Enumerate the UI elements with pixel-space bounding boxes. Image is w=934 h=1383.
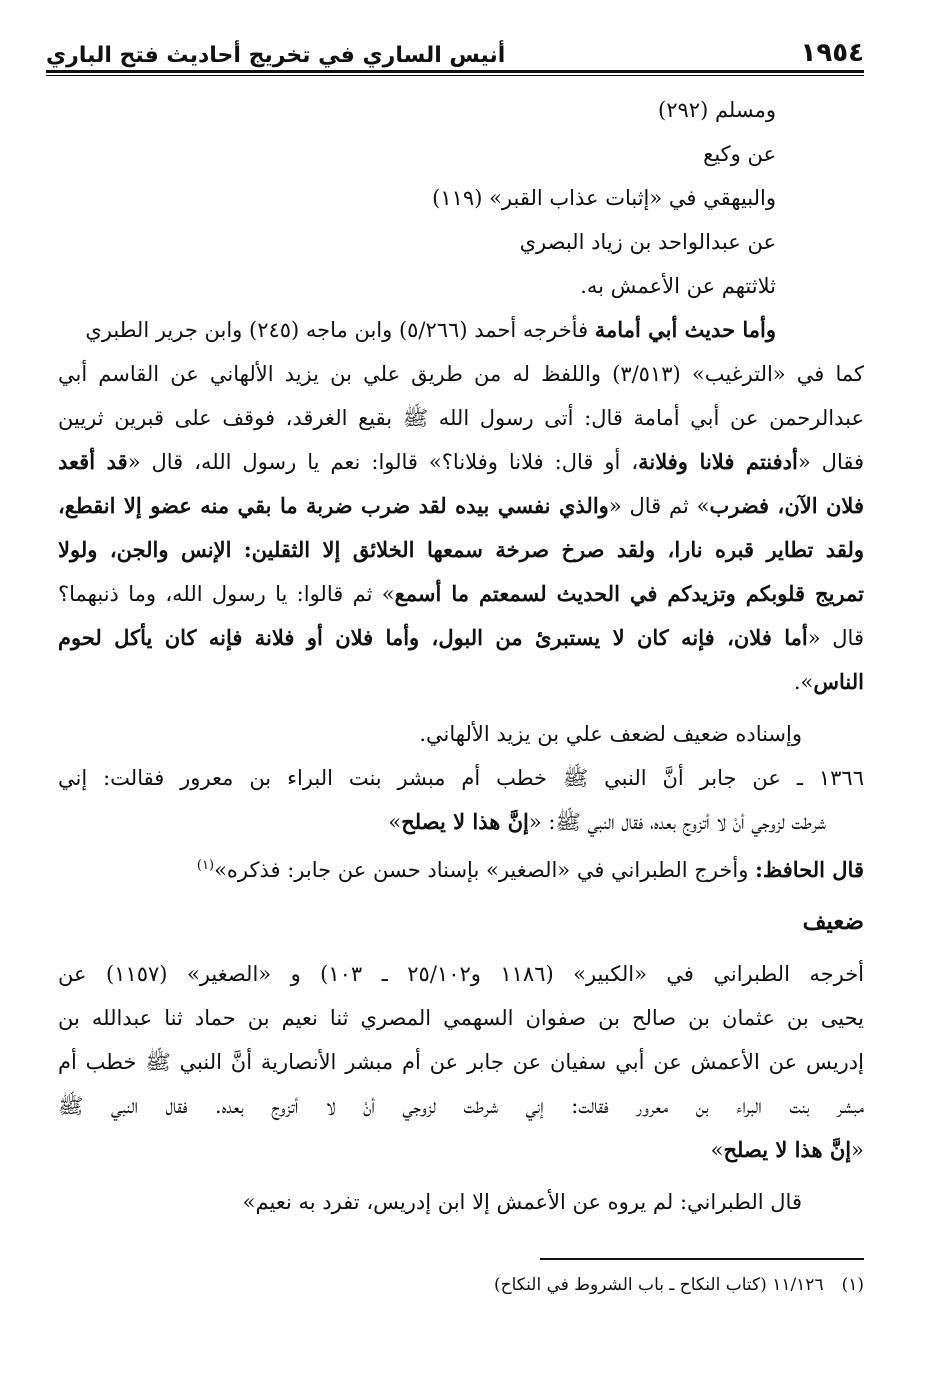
text-line: فقال «أدفنتم فلانا وفلانة، أو قال: فلانا وفلانا؟» قالوا: نعم يا رسول الله، قال «قد أقعد — [58, 449, 864, 474]
page-body — [58, 88, 864, 1224]
footnote — [200, 1270, 864, 1300]
text-line: شرطت لزوجي أنْ لا أتزوج بعده، فقال النبي ﷺ: «إنَّ هذا لا يصلح» — [388, 809, 826, 834]
text-line: تمريج قلوبكم وتزيدكم في الحديث لسمعتم ما أسمع» ثم قالوا: يا رسول الله، وما ذنبهما؟ — [58, 581, 864, 606]
text-line: وإسناده ضعيف لضعف علي بن يزيد الألهاني. — [419, 722, 802, 746]
running-title: أنيس الساري في تخريج أحاديث فتح الباري — [46, 43, 506, 68]
text-line: عن عبدالواحد بن زياد البصري — [519, 230, 776, 254]
text-line: الناس». — [793, 669, 864, 694]
header-rule — [46, 70, 864, 73]
text-line: عن وكيع — [703, 142, 776, 166]
footnote-number: (١) — [841, 1275, 864, 1295]
header-rule-thin — [46, 75, 864, 76]
hadith-1366: ١٣٦٦ ـ عن جابر أنَّ النبي ﷺ خطب أم مبشر بنت البراء بن معرور فقالت: إني — [58, 766, 864, 790]
grading-heading: ضعيف — [802, 908, 864, 935]
text-line: عبدالرحمن عن أبي أمامة قال: أتى رسول الله ﷺ بقيع الغرقد، فوقف على قبرين ثريين — [58, 406, 864, 430]
text-line: «إنَّ هذا لا يصلح» — [710, 1137, 864, 1162]
footnote-rule — [540, 1258, 864, 1260]
text-line: ثلاثتهم عن الأعمش به. — [580, 274, 776, 298]
paragraph-start: وأما حديث أبي أمامة فأخرجه أحمد (٥/٢٦٦) وابن ماجه (٢٤٥) وابن جرير الطبري — [85, 317, 776, 342]
text-line: والبيهقي في «إثبات عذاب القبر» (١١٩) — [432, 186, 776, 210]
text-line: فلان الآن، فضرب» ثم قال «والذي نفسي بيده لقد ضرب ضربة ما بقي منه عضو إلا انقطع، — [58, 493, 864, 518]
text-line: يحيى بن عثمان بن صالح بن صفوان السهمي المصري ثنا نعيم بن حماد ثنا عبدالله بن — [58, 1006, 864, 1030]
page-number: ١٩٥٤ — [800, 38, 864, 68]
text-line: ولقد تطاير قبره نارا، ولقد صرخ صرخة سمعها الخلائق إلا الثقلين: الإنس والجن، ولولا — [58, 537, 864, 562]
text-line: ومسلم (٢٩٢) — [658, 98, 776, 122]
footnote-text: ١١/١٢٦ (كتاب النكاح ـ باب الشروط في النكاح) — [493, 1275, 824, 1295]
text-line: كما في «الترغيب» (٣/٥١٣) واللفظ له من طريق علي بن يزيد الألهاني عن القاسم أبي — [58, 362, 864, 386]
text-line: إدريس عن الأعمش عن أبي سفيان عن جابر عن أم مبشر الأنصارية أنَّ النبي ﷺ خطب أم — [58, 1050, 864, 1074]
text-line: أخرجه الطبراني في «الكبير» (١١٨٦ و٢٥/١٠٢ ـ ١٠٣) و «الصغير» (١١٥٧) عن — [58, 962, 864, 986]
page-header — [46, 30, 864, 68]
footnote-ref: (١) — [196, 858, 215, 873]
text-line: قال الطبراني: لم يروه عن الأعمش إلا ابن إدريس، تفرد به نعيم» — [242, 1190, 802, 1214]
text-line: قال الحافظ: وأخرج الطبراني في «الصغير» بإسناد حسن عن جابر: فذكره»$^{(١)}$ — [196, 857, 864, 882]
text-line: قال «أما فلان، فإنه كان لا يستبرئ من البول، وأما فلان أو فلانة فإنه كان يأكل لحوم — [58, 625, 864, 650]
text-line: مبشر بنت البراء بن معرور فقالت: إني شرطت لزوجي أنْ لا أتزوج بعده. فقال النبي ﷺ — [58, 1094, 864, 1118]
